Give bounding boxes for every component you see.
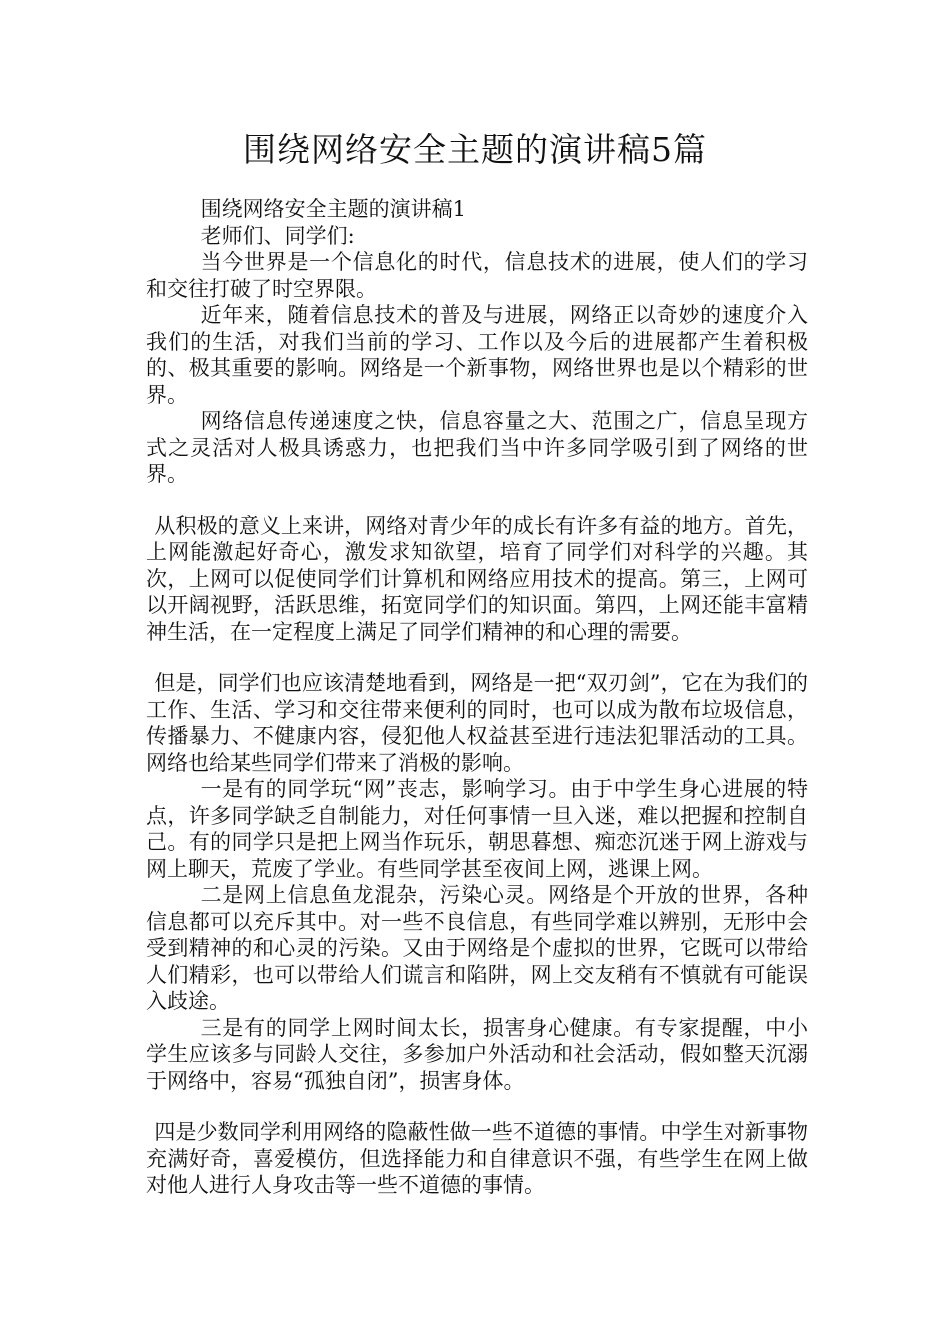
paragraph: 从积极的意义上来讲，网络对青少年的成长有许多有益的地方。首先，上网能激起好奇心，激发求知欲望，培育了同学们对科学的兴趣。其次，上网可以促使同学们计算机和网络应用技术的提高。第三，上网可以开阔视野，活跃思维，拓宽同学们的知识面。第四，上网还能丰富精神生活，在一定程度上满足了同学们精神的和心理的需要。 [146, 513, 808, 644]
document-title: 围绕网络安全主题的演讲稿5篇 [243, 130, 707, 169]
paragraph: 四是少数同学利用网络的隐蔽性做一些不道德的事情。中学生对新事物充满好奇，喜爱模仿，但选择能力和自律意识不强，有些学生在网上做对他人进行人身攻击等一些不道德的事情。 [146, 1120, 808, 1197]
paragraph: 三是有的同学上网时间太长，损害身心健康。有专家提醒，中小学生应该多与同龄人交往，多参加户外活动和社会活动，假如整天沉溺于网络中，容易“孤独自闭”，损害身体。 [146, 1015, 808, 1093]
paragraph: 当今世界是一个信息化的时代，信息技术的进展，使人们的学习和交往打破了时空界限。 [146, 250, 808, 301]
paragraph: 一是有的同学玩“网”丧志，影响学习。由于中学生身心进展的特点，许多同学缺乏自制能力，对任何事情一旦入迷，难以把握和控制自己。有的同学只是把上网当作玩乐，朝思暮想、痴恋沉迷于网上游戏与网上聊天，荒废了学业。有些同学甚至夜间上网，逃课上网。 [146, 777, 808, 881]
paragraph: 近年来，随着信息技术的普及与进展，网络正以奇妙的速度介入我们的生活，对我们当前的学习、工作以及今后的进展都产生着积极的、极其重要的影响。网络是一个新事物，网络世界也是以个精彩的世界。 [146, 303, 808, 407]
speech-heading: 围绕网络安全主题的演讲稿1 [200, 197, 466, 221]
paragraph: 网络信息传递速度之快，信息容量之大、范围之广，信息呈现方式之灵活对人极具诱惑力，也把我们当中许多同学吸引到了网络的世界。 [146, 409, 808, 486]
paragraph: 但是，同学们也应该清楚地看到，网络是一把“双刃剑”，它在为我们的工作、生活、学习和交往带来便利的同时，也可以成为散布垃圾信息，传播暴力、不健康内容，侵犯他人权益甚至进行违法犯罪活动的工具。网络也给某些同学们带来了消极的影响。 [146, 671, 808, 775]
paragraph: 二是网上信息鱼龙混杂，污染心灵。网络是个开放的世界，各种信息都可以充斥其中。对一些不良信息，有些同学难以辨别，无形中会受到精神的和心灵的污染。又由于网络是个虚拟的世界，它既可以带给人们精彩，也可以带给人们谎言和陷阱，网上交友稍有不慎就有可能误入歧途。 [146, 883, 808, 1013]
salutation: 老师们、同学们: [200, 223, 355, 248]
document-body [146, 196, 808, 1199]
